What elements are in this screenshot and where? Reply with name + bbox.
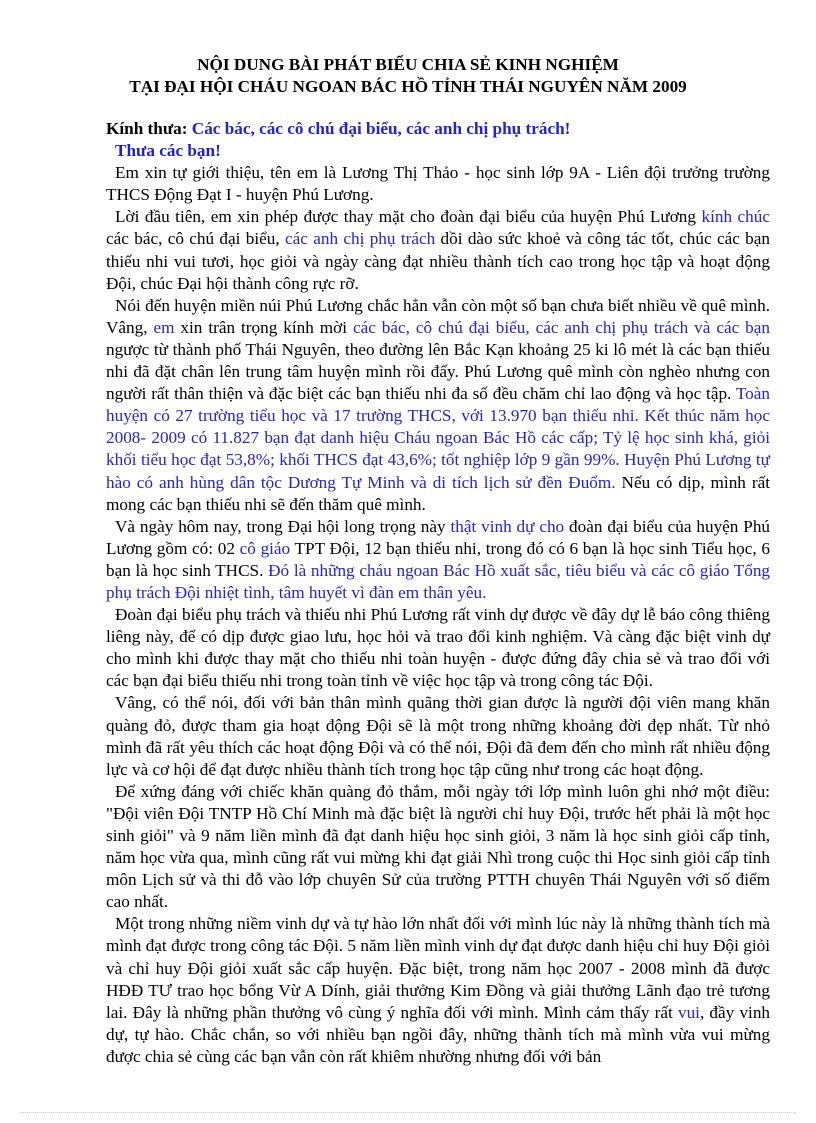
paragraph-text: Để xứng đáng với chiếc khăn quàng đỏ thắm, mỗi ngày tới lớp mình luôn ghi nhớ một điều: "Đội viên Đội TNTP Hồ Chí Minh mà đặc biệt là người chỉ huy Đội, trước hết phải là một học sinh giỏi" và 9 năm liền mình đã đạt danh hiệu học sinh giỏi, 3 năm là học sinh giỏi cấp tỉnh, năm học vừa qua, mình cũng rất vui mừng khi đạt giải Nhì trong cuộc thi Học sinh giỏi cấp tỉnh môn Lịch sử và thi đỗ vào lớp chuyên Sử của trường PTTH chuyên Thái Nguyên với số điểm cao nhất.: [106, 781, 770, 912]
paragraph-text: xin trân trọng kính mời: [174, 317, 353, 337]
paragraph-text: TPT Đội, 12 bạn thiếu nhi, trong đó có 6 bạn là học sinh Tiểu học, 6 bạn là học sinh THCS.: [106, 538, 770, 580]
paragraph-text: Lời đầu tiên, em xin phép được thay mặt cho đoàn đại biểu của huyện Phú Lương: [115, 207, 702, 227]
salutation-addressees: Các bác, các cô chú đại biểu, các anh chị phụ trách!: [191, 119, 571, 138]
paragraph-honor: [106, 604, 770, 692]
paragraph-study-achievements: [106, 781, 770, 914]
paragraph-text: các bác, cô chú đại biểu,: [106, 229, 285, 249]
paragraph-text: , đầy vinh dự, tự hào. Chắc chắn, so với nhiều bạn ngồi đây, những thành tích mà mình vừa vui mừng được chia sẻ cùng các bạn vẫn còn rất khiêm nhường nhưng đối với bản: [106, 1002, 771, 1066]
paragraph-team-achievements: [106, 913, 770, 1068]
paragraph-pioneer-time: [106, 692, 770, 780]
highlighted-text: vui: [677, 1002, 700, 1022]
paragraph-text: Vâng, có thể nói, đối với bản thân mình quãng thời gian được là người đội viên mang khăn quàng đỏ, được tham gia hoạt động Đội sẽ là một trong những khoảng đời đẹp nhất. Từ nhỏ mình đã rất yêu thích các hoạt động Đội và có thể nói, Đội đã đem đến cho mình rất nhiều động lực và cơ hội để đạt được nhiều thành tích trong học tập cũng như trong các hoạt động.: [106, 693, 770, 779]
paragraph-hometown: [106, 295, 770, 516]
highlighted-text: các bác, cô chú đại biểu, các anh chị phụ trách và các bạn: [352, 317, 770, 337]
paragraph-text: Em xin tự giới thiệu, tên em là Lương Thị Thảo - học sinh lớp 9A - Liên đội trưởng trường THCS Động Đạt I - huyện Phú Lương.: [106, 163, 770, 205]
salutation-line-1: [106, 118, 770, 140]
paragraph-text: Và ngày hôm nay, trong Đại hội long trọng này: [115, 516, 451, 536]
paragraph-text: ngược từ thành phố Thái Nguyên, theo đường lên Bắc Kạn khoảng 25 ki lô mét là các bạn thiếu nhi đã đặt chân lên trung tâm huyện mình rồi đấy. Phú Lương quê mình còn nghèo nhưng con người rất thân thiện và đặc biệt các bạn thiếu nhi đa số đều chăm chỉ lao động và học tập.: [106, 339, 770, 404]
paragraph-text: đoàn đại biểu của huyện Phú Lương gồm có: 02: [106, 516, 771, 558]
document-title-line-1: NỘI DUNG BÀI PHÁT BIỂU CHIA SẺ KINH NGHIỆM: [197, 55, 619, 74]
highlighted-text: kính chúc: [701, 207, 770, 227]
page-bottom-rule: [20, 1112, 796, 1113]
paragraph-introduction: [106, 162, 770, 206]
highlighted-text: Toàn huyện có 27 trường tiểu học và 17 trường THCS, với 13.970 bạn thiếu nhi. Kết thúc năm học 2008- 2009 có 11.827 bạn đạt danh hiệu Cháu ngoan Bác Hồ các cấp; Tỷ lệ học sinh khá, giỏi khối tiểu học đạt 53,8%; khối THCS đạt 43,6%; tốt nghiệp lớp 9 gần 99%. Huyện Phú Lương tự hào có anh hùng dân tộc Dương Tự Minh và di tích lịch sử đền Đuổm.: [106, 384, 770, 492]
highlighted-text: các anh chị phụ trách: [285, 229, 436, 249]
paragraph-text: Đoàn đại biểu phụ trách và thiếu nhi Phú Lương rất vinh dự được về đây dự lễ báo công thiêng liêng này, để có dịp được giao lưu, học hỏi và trao đổi kinh nghiệm. Và càng đặc biệt vinh dự cho mình khi được thay mặt cho thiếu nhi toàn huyện - được đứng đây chia sẻ và trao đổi với các bạn đại biểu thiếu nhi trong toàn tỉnh về việc học tập và trong công tác Đội.: [106, 605, 770, 691]
paragraph-delegation: [106, 516, 770, 604]
highlighted-text: Đó là những cháu ngoan Bác Hồ xuất sắc, tiêu biểu và các cô giáo Tổng phụ trách Đội nhiệt tình, tâm huyết vì đàn em thân yêu.: [106, 560, 771, 602]
highlighted-text: em: [153, 317, 175, 337]
paragraph-text: Một trong những niềm vinh dự và tự hào lớn nhất đối với mình lúc này là những thành tích mà mình đạt được trong công tác Đội. 5 năm liền mình vinh dự đạt được danh hiệu chỉ huy Đội giỏi và chỉ huy Đội giỏi xuất sắc cấp huyện. Đặc biệt, trong năm học 2007 - 2008 mình đã được HĐĐ TƯ trao học bổng Vừ A Dính, giải thưởng Kim Đồng và giải thưởng Lãnh đạo trẻ tương lai. Đây là những phần thưởng vô cùng ý nghĩa đối với mình. Mình cảm thấy rất: [106, 914, 770, 1022]
paragraph-greeting: [106, 206, 770, 294]
document-title-line-2: TẠI ĐẠI HỘI CHÁU NGOAN BÁC HỒ TỈNH THÁI NGUYÊN NĂM 2009: [129, 77, 687, 96]
highlighted-text: cô giáo: [239, 538, 291, 558]
highlighted-text: thật vinh dự cho: [450, 516, 565, 536]
paragraph-text: Nếu có dịp, mình rất mong các bạn thiếu nhi sẽ đến thăm quê mình.: [106, 472, 770, 514]
salutation-line-2: Thưa các bạn!: [115, 141, 221, 161]
paragraph-text: Nói đến huyện miền núi Phú Lương chắc hẳn vẫn còn một số bạn chưa biết nhiều về quê mình. Vâng,: [106, 295, 770, 337]
salutation-prefix: Kính thưa:: [106, 119, 192, 138]
document-body: [106, 118, 770, 1068]
paragraph-text: dồi dào sức khoẻ và công tác tốt, chúc các bạn thiếu nhi vui tươi, học giỏi và ngày càng đạt nhiều thành tích cao trong học tập và hoạt động Đội, chúc Đại hội thành công rực rỡ.: [106, 229, 770, 293]
